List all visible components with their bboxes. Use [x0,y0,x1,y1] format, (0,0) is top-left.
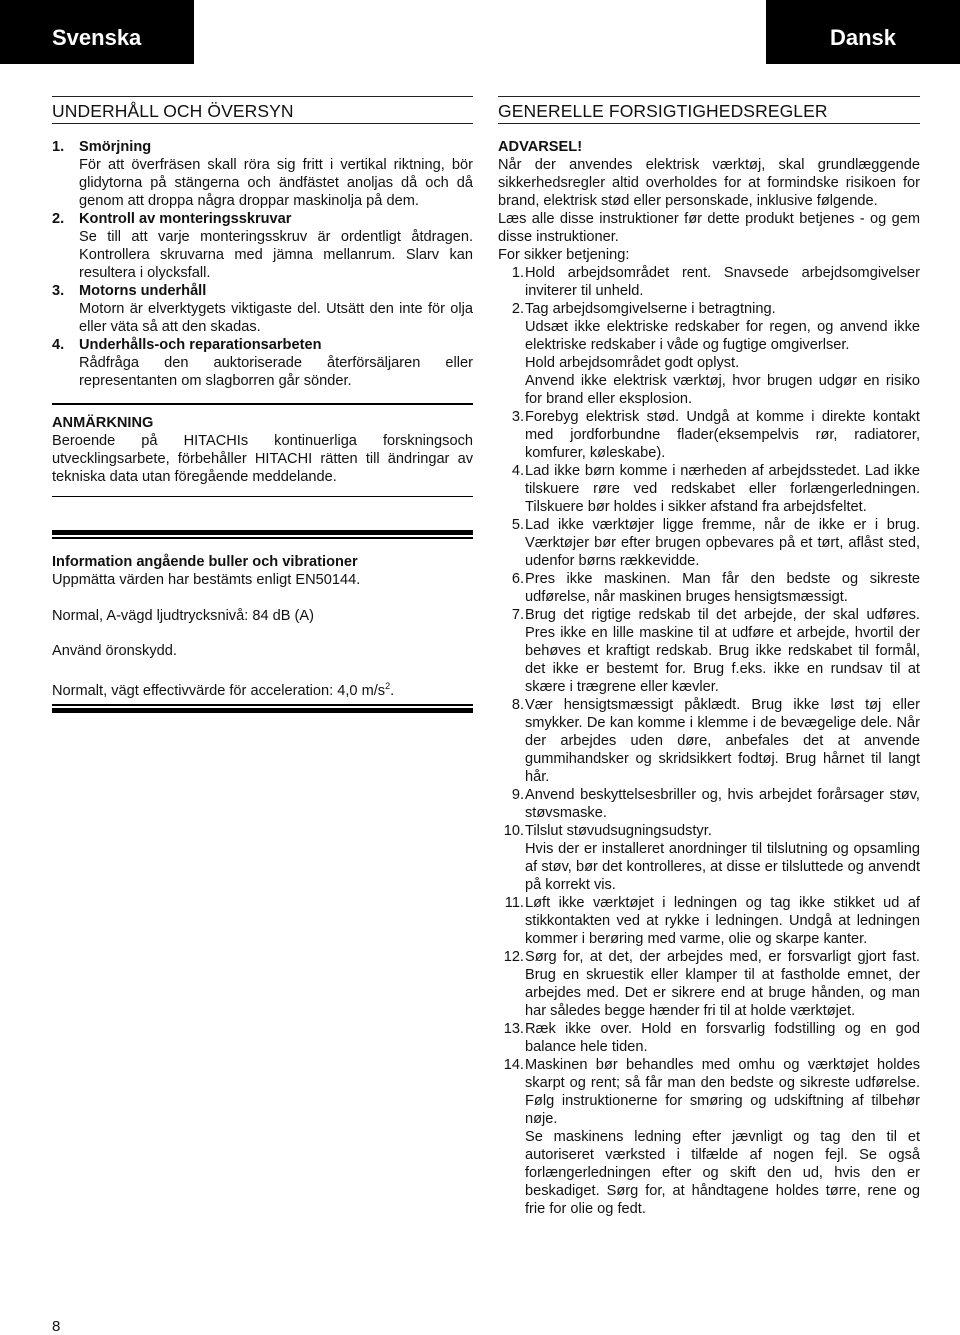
safety-rule-item [498,786,920,822]
svenska-section-title: UNDERHÅLL OCH ÖVERSYN [52,96,473,124]
safety-rule-item [498,894,920,948]
item-number: 9. [511,787,524,803]
item-text: Maskinen bør behandles med omhu og værktøjet holdes skarpt og rent; så får man den bedste og sikreste udførelse. Følg instruktionerne for smøring og udskiftning af tilbehør nøje. [525,1057,920,1127]
item-number: 8. [511,697,524,713]
safety-rule-item [498,1056,920,1218]
svenska-column [52,96,473,713]
item-number: 2. [52,211,65,227]
maintenance-item [52,210,473,282]
note-text: Beroende på HITACHIs kontinuerliga forskningsoch utvecklingsarbete, förbehåller HITACHI rätten till ändringar av tekniska data utan föregående meddelande. [52,432,473,485]
item-text: Sørg for, at det, der arbejdes med, er forsvarligt gjort fast. Brug en skruestik eller klamper til at fastholde emnet, der arbejdes med. Det er sikrere end at bruge hånden, og man har således begge hænder fri til at holde værktøjet. [525,949,920,1019]
thick-divider [52,708,473,713]
item-text: Motorn är elverktygets viktigaste del. Utsätt den inte för olja eller väta så att den skadas. [79,301,473,335]
item-text: Lad ikke værktøjer ligge fremme, når de ikke er i brug. Værktøjer bør efter brugen opbevares på et tørt, aflåst sted, udenfor børns rækkevidde. [525,517,920,569]
noise-heading: Information angående buller och vibrationer [52,553,358,570]
item-continuation: Hold arbejdsområdet godt oplyst. [525,355,740,371]
item-number: 12. [503,949,524,965]
item-number: 4. [52,337,65,353]
item-heading: Motorns underhåll [79,283,207,299]
item-number: 14. [503,1057,524,1073]
item-number: 6. [511,571,524,587]
noise-acceleration: Normalt, vägt effectivvärde för acceleration: 4,0 $m/s^2$. [52,680,395,699]
item-heading: Underhålls-och reparationsarbeten [79,337,322,353]
safety-rule-item [498,462,920,516]
svenska-maintenance-list [52,138,473,390]
item-number: 1. [52,139,65,155]
dansk-section-title: GENERELLE FORSIGTIGHEDSREGLER [498,96,920,124]
noise-standard: Uppmätta värden har bestämts enligt EN50144. [52,571,361,588]
language-tab-svenska: Svenska [0,0,194,64]
item-continuation: Hvis der er installeret anordninger til tilslutning og opsamling af støv, bør det kontrolleres, at disse er tilsluttede og anvendt på korrekt vis. [525,841,920,893]
item-text: Rådfråga den auktoriserade återförsäljaren eller representanten om slagborren går sönder. [79,355,473,389]
item-text: Tag arbejdsomgivelserne i betragtning. [525,301,776,317]
safety-rule-item [498,300,920,408]
item-continuation: Se maskinens ledning efter jævnligt og tag den til et autoriseret værksted i tilfælde af nogen fejl. Se også forlængerledningen efter og skift den ud, hvis den er beskadiget. Sørg for, at håndtagene holdes tørre, rene og frie for olie og fedt. [525,1129,920,1217]
item-number: 13. [503,1021,524,1037]
item-text: Forebyg elektrisk stød. Undgå at komme i direkte kontakt med jordforbundne flader(eksempelvis rør, radiatorer, komfurer, køleskabe). [525,409,920,461]
item-number: 10. [503,823,524,839]
item-text: Anvend beskyttelsesbriller og, hvis arbejdet forårsager støv, støvsmaske. [525,787,920,821]
item-text: Ræk ikke over. Hold en forsvarlig fodstilling og en god balance hele tiden. [525,1021,920,1055]
item-text: Løft ikke værktøjet i ledningen og tag ikke stikket ud af stikkontakten ved at rykke i ledningen. Undgå at ledningen kommer i berøring med varme, olie og skarpe kanter. [525,895,920,947]
maintenance-item [52,138,473,210]
item-heading: Smörjning [79,139,152,155]
item-text: Lad ikke børn komme i nærheden af arbejdsstedet. Lad ikke tilskuere røre ved redskabet eller forlængerledningen. Tilskuere bør holdes i sikker afstand fra arbejdsfeltet. [525,463,920,515]
warning-heading: ADVARSEL! [498,139,583,155]
item-number: 1. [511,265,524,281]
item-text: Tilslut støvudsugningsudstyr. [525,823,712,839]
maintenance-item [52,282,473,336]
item-continuation: Anvend ikke elektrisk værktøj, hvor brugen udgør en risiko for brand eller eksplosion. [525,373,920,407]
safety-rule-item [498,948,920,1020]
intro-safe-operation: For sikker betjening: [498,247,630,263]
item-text: Vær hensigtsmæssigt påklædt. Brug ikke løst tøj eller smykker. De kan komme i klemme i de bevægelige dele. Når der arbejdes uden døre, anbefales det at anvende gummihandsker og skridsikkert fodtøj. Brug hårnet til langt hår. [525,697,920,785]
item-number: 5. [511,517,524,533]
item-number: 11. [504,895,524,911]
safety-rule-item [498,606,920,696]
item-number: 3. [511,409,524,425]
item-number: 2. [511,301,524,317]
item-text: Brug det rigtige redskab til det arbejde, der skal udføres. Pres ikke en lille maskine til at udføre et arbejde, hvortil der behøves et kraftigt redskab. Brug ikke redskabet til formål, det ikke er bestemt for. Brug f.eks. ikke en rundsav til at skære i trægrene eller kævler. [525,607,920,695]
safety-rule-item [498,570,920,606]
language-tab-dansk: Dansk [766,0,960,64]
item-text: Hold arbejdsområdet rent. Snavsede arbejdsomgivelser inviterer til unheld. [525,265,920,299]
safety-rule-item [498,696,920,786]
item-number: 3. [52,283,65,299]
item-text: Pres ikke maskinen. Man får den bedste og sikreste udførelse, når maskinen bruges hensigtsmæssigt. [525,571,920,605]
item-number: 7. [511,607,524,623]
dansk-safety-list [498,264,920,1218]
safety-rule-item [498,516,920,570]
noise-sound-pressure: Normal, A-vägd ljudtrycksnivå: 84 dB (A) [52,607,314,624]
intro-text: Når der anvendes elektrisk værktøj, skal grundlæggende sikkerhedsregler altid overholdes for at formindske risikoen for brand, elektrisk stød eller personskade, inklusive følgende. [498,157,920,209]
item-text: För att överfräsen skall röra sig fritt i vertikal riktning, bör glidytorna på stängerna och ändfästet anoljas då och då genom att droppa några droppar maskinolja på dem. [79,157,473,209]
safety-rule-item [498,1020,920,1056]
note-heading: ANMÄRKNING [52,414,154,431]
dansk-column [498,96,920,1218]
item-heading: Kontroll av monteringsskruvar [79,211,292,227]
maintenance-item [52,336,473,390]
safety-rule-item [498,822,920,894]
page-number: 8 [52,1318,61,1335]
noise-hearing-protection: Använd öronskydd. [52,642,177,659]
safety-rule-item [498,408,920,462]
item-text: Se till att varje monteringsskruv är ordentligt åtdragen. Kontrollera skruvarna med jämna mellanrum. Slarv kan resultera i olycksfall. [79,229,473,281]
safety-rule-item [498,264,920,300]
item-continuation: Udsæt ikke elektriske redskaber for regen, og anvend ikke elektriske redskaber i våde og fugtige omgiverlser. [525,319,920,353]
intro-read-instructions: Læs alle disse instruktioner før dette produkt betjenes - og gem disse instruktioner. [498,211,920,245]
item-number: 4. [511,463,524,479]
